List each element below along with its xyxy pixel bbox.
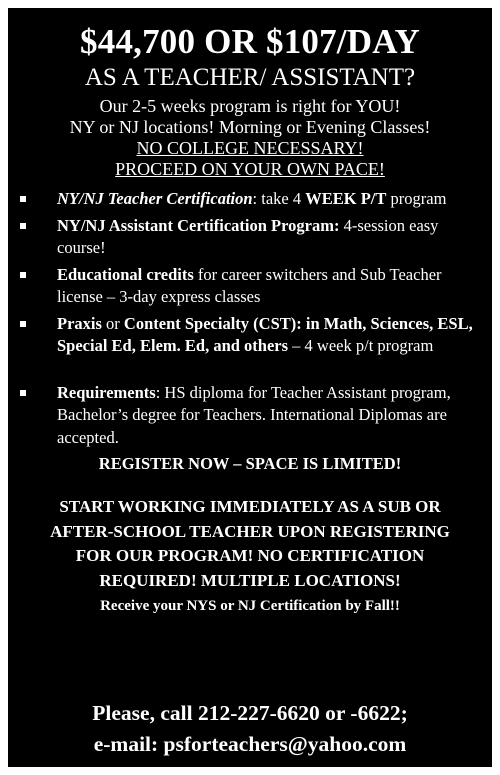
item-title: NY/NJ Assistant Certification Program: bbox=[57, 215, 340, 235]
register-notice: REGISTER NOW – SPACE IS LIMITED! bbox=[98, 454, 402, 473]
item-text: program bbox=[386, 189, 447, 208]
item-text: or bbox=[101, 313, 124, 333]
bullet-icon bbox=[20, 272, 26, 278]
intro-line: NY or NJ locations! Morning or Evening Classes! bbox=[69, 117, 431, 137]
item-text: 4-session easy course! bbox=[57, 215, 439, 257]
item-emphasis: WEEK P/T bbox=[305, 189, 387, 208]
start-line: REQUIRED! MULTIPLE LOCATIONS! bbox=[99, 570, 401, 590]
list-item-assistant-certification bbox=[20, 215, 474, 260]
start-line: START WORKING IMMEDIATELY AS A SUB OR bbox=[59, 497, 441, 516]
program-list bbox=[8, 188, 492, 449]
item-text: – 4 week p/t program bbox=[288, 336, 434, 355]
intro-line-underlined: NO COLLEGE NECESSARY! bbox=[136, 138, 364, 158]
item-title: Praxis bbox=[57, 313, 102, 333]
contact-block bbox=[8, 698, 492, 760]
intro-block bbox=[8, 96, 492, 180]
list-item-requirements bbox=[20, 382, 474, 450]
item-title: Requirements bbox=[57, 382, 156, 402]
advertisement-flyer bbox=[8, 8, 492, 767]
intro-line-underlined: PROCEED ON YOUR OWN PACE! bbox=[115, 159, 385, 179]
list-item-teacher-certification bbox=[20, 188, 474, 211]
intro-line: Our 2-5 weeks program is right for YOU! bbox=[99, 96, 401, 116]
phone-line: Please, call 212-227-6620 or -6622; bbox=[92, 701, 408, 725]
item-title: NY/NJ Teacher Certification bbox=[57, 189, 253, 208]
bullet-icon bbox=[20, 321, 26, 327]
start-line: AFTER-SCHOOL TEACHER UPON REGISTERING bbox=[50, 521, 450, 541]
bullet-icon bbox=[20, 390, 26, 396]
item-text: : take 4 bbox=[252, 189, 306, 208]
item-emphasis: Content Specialty (CST): in Math, Sciences, ESL, Special Ed, Elem. Ed, and others bbox=[57, 313, 473, 355]
receive-certification-line: Receive your NYS or NJ Certification by Fall!! bbox=[100, 598, 400, 614]
headline: $44,700 OR $107/DAY bbox=[80, 22, 420, 61]
start-line: FOR OUR PROGRAM! NO CERTIFICATION bbox=[75, 546, 425, 565]
subheadline: AS A TEACHER/ ASSISTANT? bbox=[84, 64, 416, 91]
item-text: : HS diploma for Teacher Assistant program, Bachelor’s degree for Teachers. International Diplomas are accepted. bbox=[57, 382, 451, 447]
email-line: e-mail: psforteachers@yahoo.com bbox=[93, 732, 407, 756]
start-working-block bbox=[8, 495, 492, 619]
bullet-icon bbox=[20, 196, 26, 202]
list-item-educational-credits bbox=[20, 264, 474, 309]
list-item-praxis bbox=[20, 313, 474, 358]
bullet-icon bbox=[20, 223, 26, 229]
item-text: for career switchers and Sub Teacher license – 3-day express classes bbox=[57, 264, 442, 306]
item-title: Educational credits bbox=[57, 264, 194, 284]
